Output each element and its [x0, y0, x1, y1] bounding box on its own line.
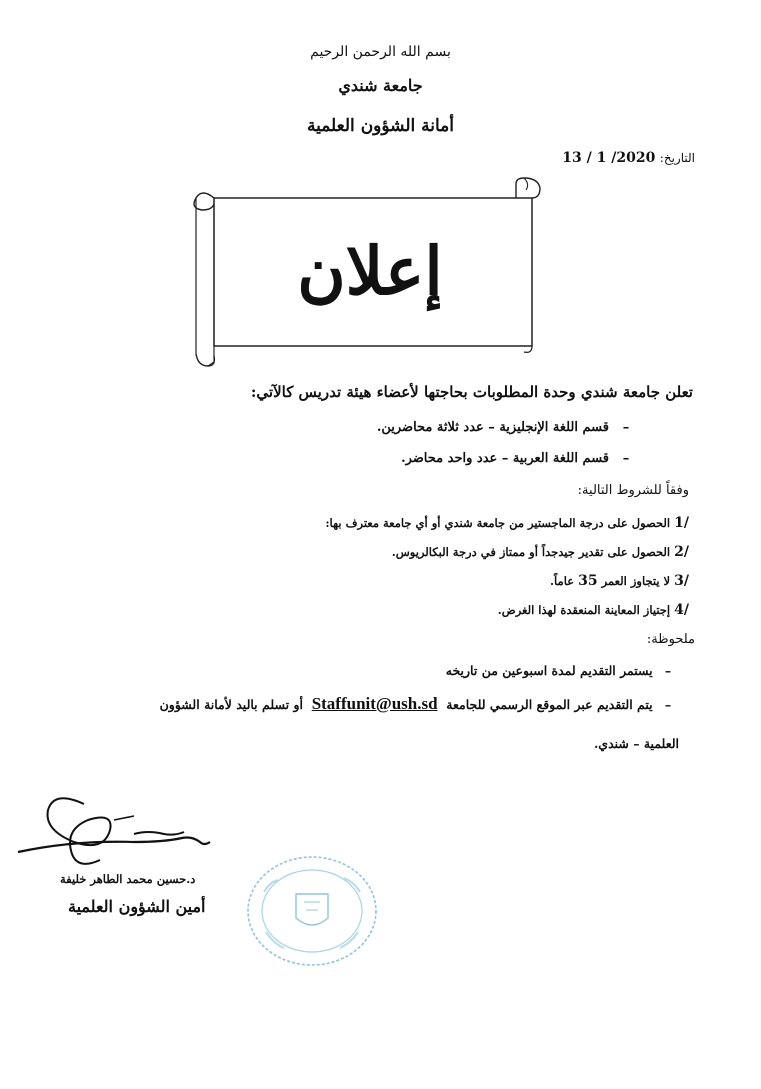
dash-bullet: – [664, 697, 672, 712]
date-label: التاريخ: [659, 151, 695, 165]
condition-item [325, 515, 689, 531]
dash-bullet: – [622, 420, 630, 435]
dash-bullet: – [622, 451, 630, 466]
department-name: أمانة الشؤون العلمية [306, 116, 455, 136]
notes-heading: ملحوظة: [646, 632, 695, 647]
bismillah-heading: بسم الله الرحمن الرحيم [310, 44, 451, 60]
condition-item [550, 573, 689, 589]
conditions-heading: وفقاً للشروط التالية: [577, 483, 689, 498]
note-continuation: العلمية – شندي. [593, 736, 679, 751]
announcement-title: إعلان [297, 232, 443, 310]
intro-paragraph: تعلن جامعة شندي وحدة المطلوبات بحاجتها لأعضاء هيئة تدريس كالآتي: [250, 383, 693, 401]
condition-text: الحصول على درجة الماجستير من جامعة شندي أو أي جامعة معترف بها: [325, 516, 671, 530]
list-item [401, 451, 643, 466]
list-item [377, 420, 643, 435]
condition-text: عاماً. [550, 574, 575, 588]
email-link[interactable]: Staffunit@ush.sd [311, 694, 438, 713]
department-item-arabic: قسم اللغة العربية – عدد واحد محاضر. [401, 451, 609, 466]
condition-number: 3/ [674, 573, 689, 589]
department-item-english: قسم اللغة الإنجليزية – عدد ثلاثة محاضرين. [376, 420, 609, 435]
signature-image [14, 790, 214, 874]
note-item [160, 694, 679, 714]
condition-item [498, 602, 689, 618]
signer-name: د.حسين محمد الطاهر خليفة [60, 872, 196, 886]
signer-title: أمين الشؤون العلمية [68, 897, 206, 916]
condition-number: 2/ [674, 544, 689, 560]
condition-text: الحصول على تقدير جيدجداً أو ممتاز في درجة البكالريوس. [391, 545, 671, 559]
note-text: أو تسلم باليد لأمانة الشؤون [159, 697, 303, 712]
date-value: 13 / 1 /2020 [562, 150, 656, 166]
condition-number: 1/ [674, 515, 689, 531]
condition-text: إجتياز المعاينة المنعقدة لهذا الغرض. [497, 603, 671, 617]
dash-bullet: – [664, 663, 672, 678]
age-limit: 35 [578, 573, 598, 589]
note-text: يستمر التقديم لمدة اسبوعين من تاريخه [445, 663, 653, 678]
note-item [446, 663, 679, 678]
official-stamp-seal [244, 852, 380, 970]
date-line [562, 150, 695, 166]
condition-item [392, 544, 689, 560]
note-text: يتم التقديم عبر الموقع الرسمي للجامعة [446, 697, 653, 712]
university-name: جامعة شندي [338, 76, 423, 95]
condition-text: لا يتجاوز العمر [601, 574, 671, 588]
condition-number: 4/ [674, 602, 689, 618]
